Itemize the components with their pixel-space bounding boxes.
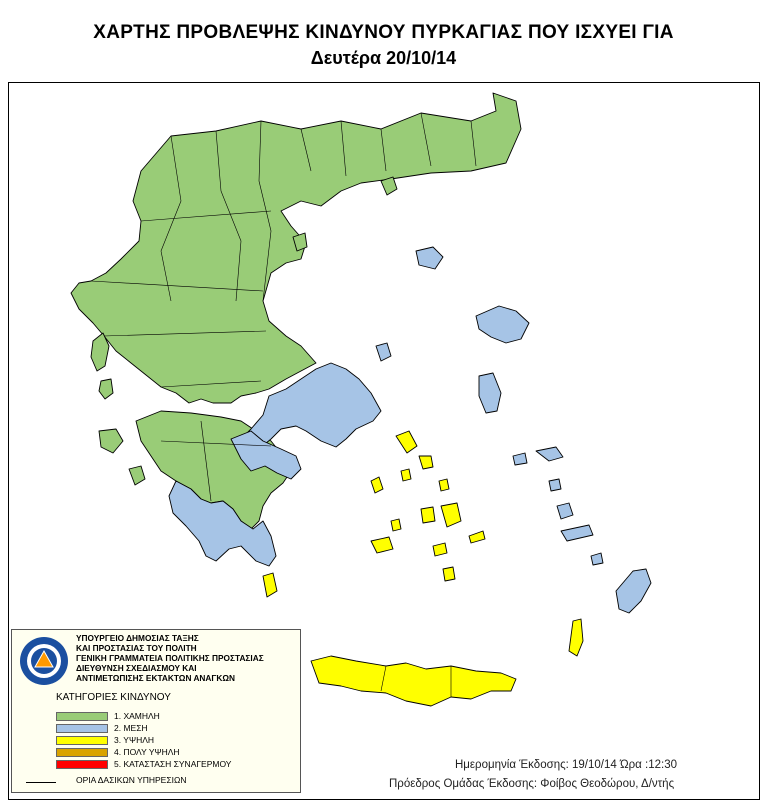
island-kalymnos (557, 503, 573, 519)
swatch-alert (56, 760, 108, 769)
island-lesvos (476, 306, 529, 343)
island-patmos (549, 479, 561, 491)
island-samos (536, 447, 563, 461)
legend-label-very-high: 4. ΠΟΛΥ ΥΨΗΛΗ (114, 747, 180, 757)
island-naxos (441, 503, 461, 527)
island-skyros (376, 343, 391, 361)
region-crete (311, 656, 516, 706)
island-zakynthos (129, 466, 145, 485)
legend-border-label: ΟΡΙΑ ΔΑΣΙΚΩΝ ΥΠΗΡΕΣΙΩΝ (76, 775, 187, 785)
island-andros (396, 431, 417, 453)
island-amorgos (469, 531, 485, 543)
island-paros (421, 507, 435, 523)
island-rhodes (616, 569, 651, 613)
island-tinos (419, 456, 433, 469)
island-lemnos (416, 247, 443, 269)
forest-border-line-sample (26, 782, 56, 783)
island-ios (433, 543, 447, 556)
island-santorini (443, 567, 455, 581)
island-chios (479, 373, 501, 413)
island-lefkada (99, 379, 113, 399)
ministry-line-1: ΥΠΟΥΡΓΕΙΟ ΔΗΜΟΣΙΑΣ ΤΑΞΗΣ (76, 633, 199, 643)
ministry-line-2: ΚΑΙ ΠΡΟΣΤΑΣΙΑΣ ΤΟΥ ΠΟΛΙΤΗ (76, 643, 197, 653)
swatch-very-high (56, 748, 108, 757)
island-kefalonia (99, 429, 123, 453)
map-title: ΧΑΡΤΗΣ ΠΡΟΒΛΕΨΗΣ ΚΙΝΔΥΝΟΥ ΠΥΡΚΑΓΙΑΣ ΠΟΥ ΙΣΧΥΕΙ ΓΙΑ (93, 22, 674, 43)
swatch-high (56, 736, 108, 745)
civil-protection-seal-icon (19, 636, 69, 686)
island-kythera (263, 573, 277, 597)
island-sifnos (391, 519, 401, 531)
swatch-medium (56, 724, 108, 733)
issue-president: Πρόεδρος Ομάδας Έκδοσης: Φοίβος Θεοδώρου, Δ/ντής (389, 778, 675, 790)
legend-box (11, 629, 301, 793)
map-frame (8, 82, 760, 800)
legend-label-medium: 2. ΜΕΣΗ (114, 723, 148, 733)
island-kos (561, 525, 593, 541)
island-karpathos (569, 619, 583, 656)
issue-date: Ημερομηνία Έκδοσης: 19/10/14 Ώρα :12:30 (455, 759, 677, 771)
map-date: Δευτέρα 20/10/14 (310, 48, 457, 68)
island-syros (401, 469, 411, 481)
legend-categories-title: ΚΑΤΗΓΟΡΙΕΣ ΚΙΝΔΥΝΟΥ (56, 692, 171, 703)
ministry-line-3: ΓΕΝΙΚΗ ΓΡΑΜΜΑΤΕΙΑ ΠΟΛΙΤΙΚΗΣ ΠΡΟΣΤΑΣΙΑΣ (76, 653, 264, 663)
legend-label-low: 1. ΧΑΜΗΛΗ (114, 711, 160, 721)
island-ikaria (513, 453, 527, 465)
island-kea (371, 477, 383, 493)
island-tilos (591, 553, 603, 565)
ministry-line-4: ΔΙΕΥΘΥΝΣΗ ΣΧΕΔΙΑΣΜΟΥ ΚΑΙ (76, 663, 197, 673)
ministry-line-5: ΑΝΤΙΜΕΤΩΠΙΣΗΣ ΕΚΤΑΚΤΩΝ ΑΝΑΓΚΩΝ (76, 673, 236, 683)
legend-label-high: 3. ΥΨΗΛΗ (114, 735, 155, 745)
legend-label-alert: 5. ΚΑΤΑΣΤΑΣΗ ΣΥΝΑΓΕΡΜΟΥ (114, 759, 232, 769)
island-mykonos (439, 479, 449, 491)
swatch-low (56, 712, 108, 721)
island-milos (371, 537, 393, 553)
